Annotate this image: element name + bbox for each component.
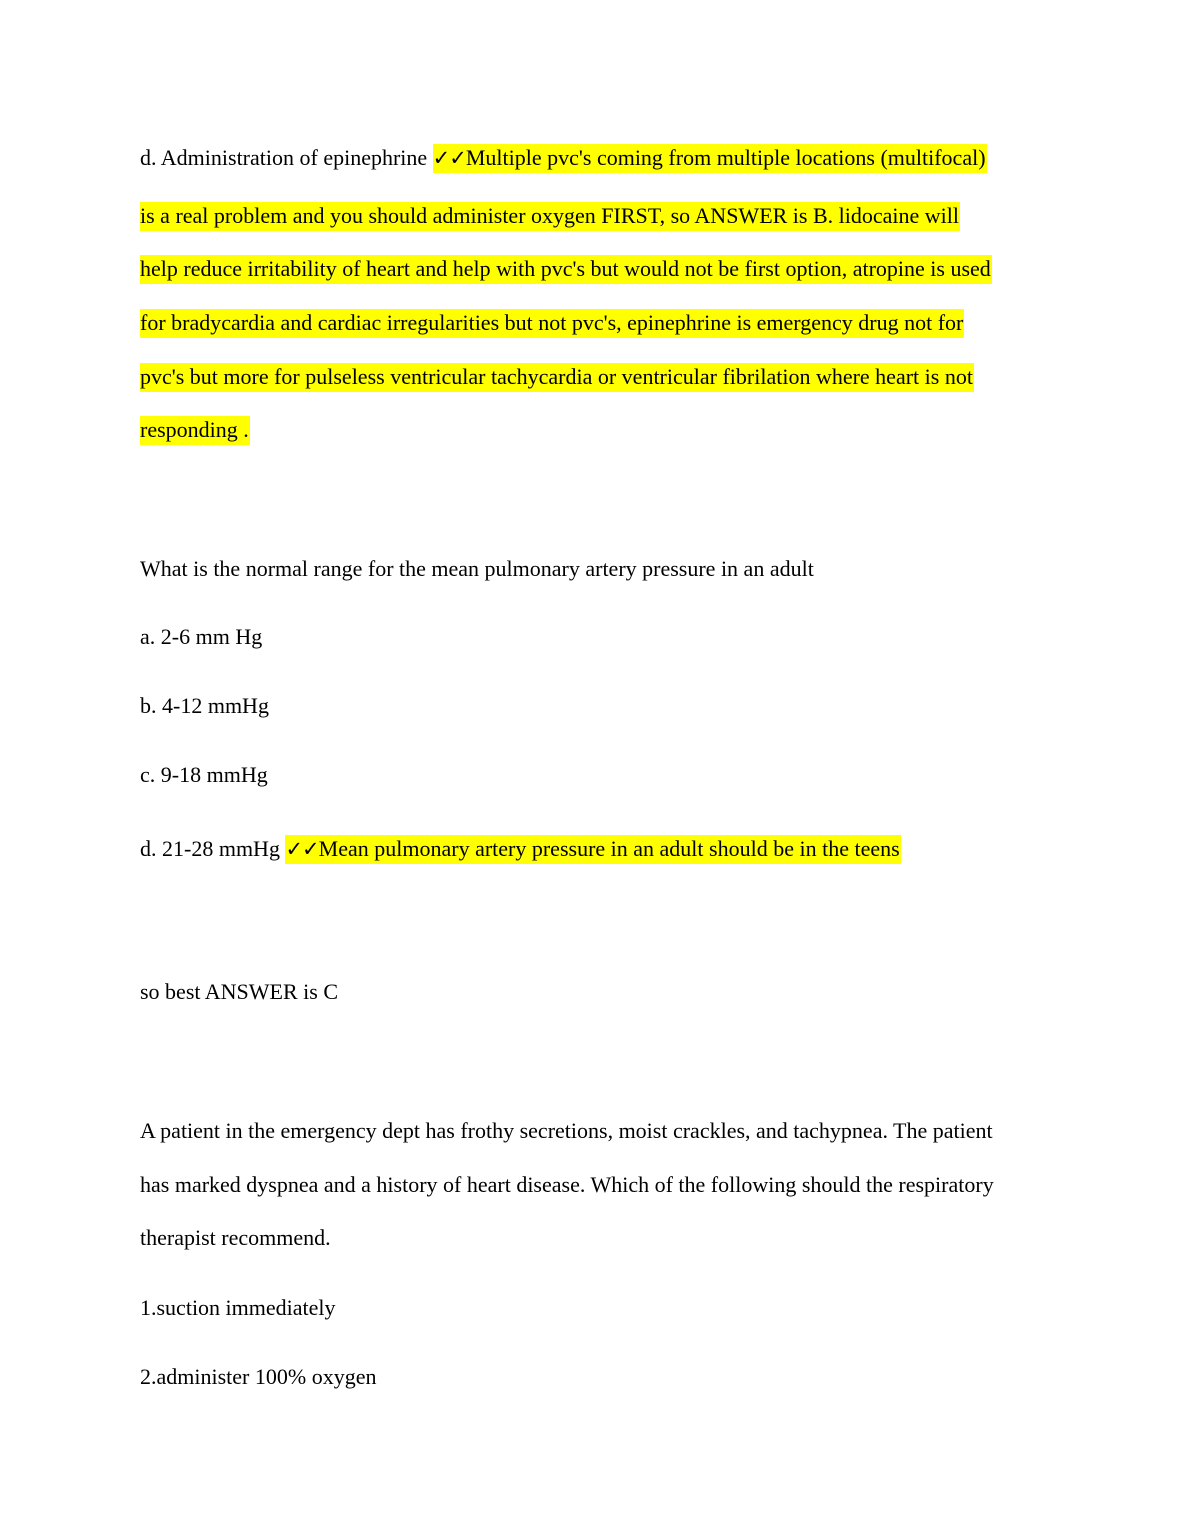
block1-line-4 [140, 310, 964, 336]
block1-line-1 [140, 145, 987, 171]
question2-highlighted-explanation [285, 835, 900, 864]
explanation-line-6: responding . [140, 416, 250, 445]
question3-option-1: 1.suction immediately [140, 1295, 336, 1320]
question2-explanation: Mean pulmonary artery pressure in an adult should be in the teens [318, 836, 900, 861]
explanation-line-1: Multiple pvc's coming from multiple locations (multifocal) [465, 145, 986, 170]
question2-option-a: a. 2-6 mm Hg [140, 624, 263, 649]
question3-stem-line-2: has marked dyspnea and a history of heart disease. Which of the following should the respiratory [140, 1172, 994, 1197]
block1-line-5 [140, 364, 974, 390]
question2-stem: What is the normal range for the mean pulmonary artery pressure in an adult [140, 556, 814, 581]
block1-line-3 [140, 256, 992, 282]
block1-line-6 [140, 417, 250, 443]
question2-option-c: c. 9-18 mmHg [140, 762, 268, 787]
highlighted-explanation-start [433, 144, 987, 173]
question3-option-2: 2.administer 100% oxygen [140, 1364, 377, 1389]
explanation-line-4: for bradycardia and cardiac irregularities but not pvc's, epinephrine is emergency drug not for [140, 309, 964, 338]
double-check-icon: ✓✓ [432, 146, 466, 170]
answer-d-epinephrine: d. Administration of epinephrine [140, 145, 433, 170]
question2-option-d-line [140, 836, 901, 862]
explanation-line-5: pvc's but more for pulseless ventricular tachycardia or ventricular fibrilation where heart is not [140, 363, 974, 392]
question2-option-b: b. 4-12 mmHg [140, 693, 269, 718]
question3-stem-line-1: A patient in the emergency dept has frothy secretions, moist crackles, and tachypnea. The patient [140, 1118, 993, 1143]
double-check-icon: ✓✓ [285, 837, 319, 861]
explanation-line-2: is a real problem and you should administer oxygen FIRST, so ANSWER is B. lidocaine will [140, 202, 960, 231]
question2-conclusion: so best ANSWER is C [140, 979, 339, 1004]
block1-line-2 [140, 203, 960, 229]
explanation-line-3: help reduce irritability of heart and help with pvc's but would not be first option, atropine is used [140, 255, 992, 284]
question3-stem-line-3: therapist recommend. [140, 1225, 331, 1250]
question2-option-d: d. 21-28 mmHg [140, 836, 286, 861]
